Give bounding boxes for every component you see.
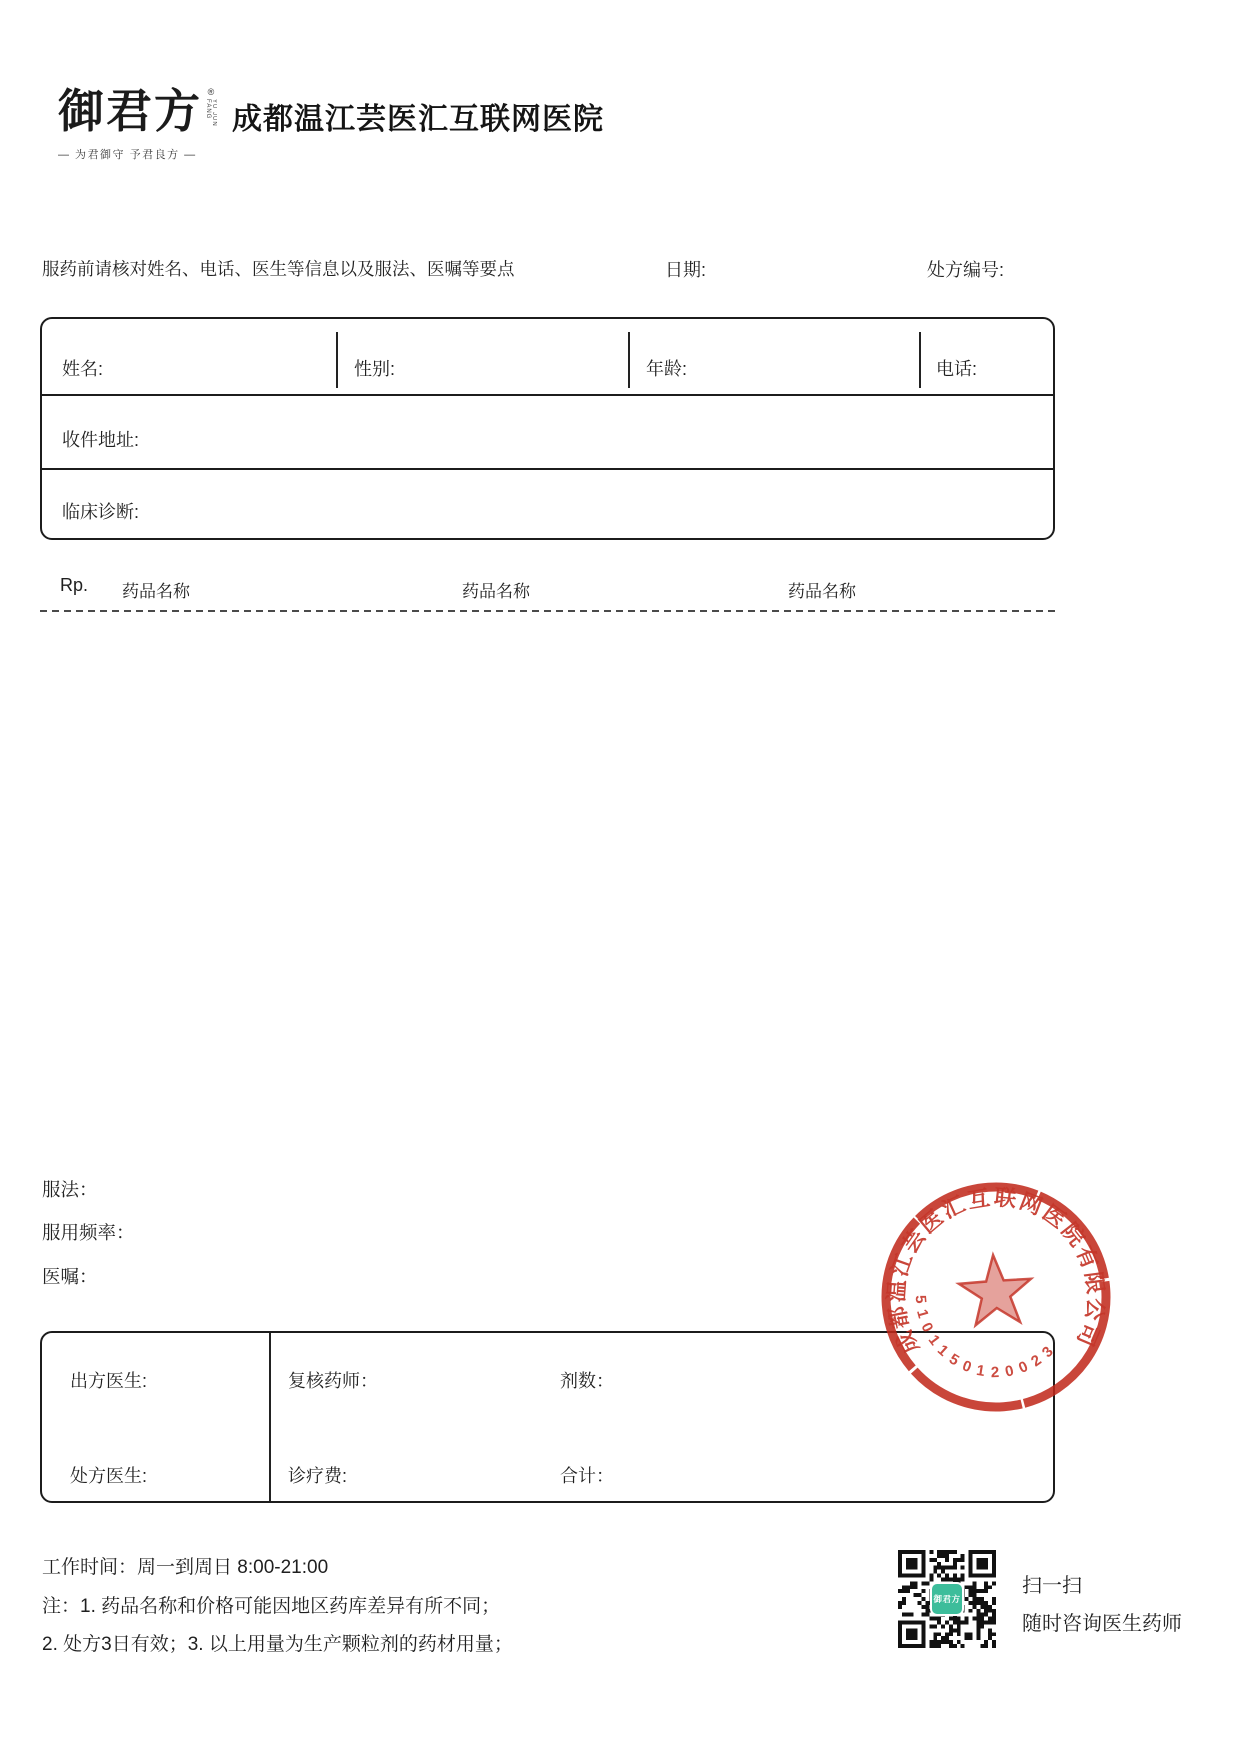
- patient-gender-label: 性别:: [354, 359, 396, 379]
- qr-scan-caption: 扫一扫: [1022, 1575, 1082, 1597]
- drug-name-column-header: 药品名称: [122, 582, 190, 601]
- review-pharmacist-label: 复核药师：: [288, 1371, 378, 1391]
- prescribing-doctor-label: 处方医生:: [70, 1466, 148, 1486]
- registered-trademark-icon: ®: [207, 87, 215, 97]
- drug-name-column-header: 药品名称: [788, 582, 856, 601]
- rp-label: Rp.: [60, 575, 89, 595]
- patient-box-divider: [919, 332, 921, 388]
- patient-name-label: 姓名:: [62, 359, 104, 379]
- stamp-ring-text: 成都温江芸医汇互联网医院有限公司: [883, 1184, 1109, 1358]
- usage-frequency-label: 服用频率：: [42, 1222, 135, 1243]
- consult-fee-label: 诊疗费:: [288, 1466, 348, 1486]
- brand-tagline: — 为君御守 予君良方 —: [58, 148, 197, 161]
- footer-note-2: 2. 处方3日有效；3. 以上用量为生产颗粒剂的药材用量；: [42, 1634, 513, 1655]
- star-icon: [957, 1253, 1034, 1327]
- patient-info-box: [40, 317, 1055, 540]
- prescription-number-label: 处方编号:: [927, 260, 1005, 280]
- patient-phone-label: 电话:: [936, 359, 978, 379]
- patient-box-divider: [628, 332, 630, 388]
- qr-consult-caption: 随时咨询医生药师: [1022, 1613, 1182, 1635]
- hospital-stamp: [865, 1166, 1127, 1428]
- working-hours: 工作时间：周一到周日 8:00-21:00: [42, 1557, 329, 1578]
- patient-box-divider: [336, 332, 338, 388]
- date-label: 日期:: [665, 260, 707, 280]
- shipping-address-label: 收件地址:: [62, 430, 140, 450]
- brand-logo: [58, 86, 223, 162]
- dose-count-label: 剂数：: [560, 1371, 614, 1391]
- usage-method-label: 服法：: [42, 1179, 98, 1200]
- stamp-serial-number: 5101150120023: [911, 1294, 1062, 1382]
- issuing-doctor-label: 出方医生:: [70, 1371, 148, 1391]
- clinical-diagnosis-label: 临床诊断:: [62, 502, 140, 522]
- patient-box-row-separator: [40, 394, 1055, 396]
- medication-check-hint: 服药前请核对姓名、电话、医生等信息以及服法、医嘱等要点: [42, 259, 515, 279]
- patient-box-row-separator: [40, 468, 1055, 470]
- doctor-advice-label: 医嘱：: [42, 1266, 98, 1287]
- brand-logo-pinyin: YU JUN FANG: [205, 99, 217, 127]
- patient-age-label: 年龄:: [646, 359, 688, 379]
- footer-note-1: 注：1. 药品名称和价格可能因地区药库差异有所不同；: [42, 1596, 501, 1617]
- drug-name-column-header: 药品名称: [462, 582, 530, 601]
- brand-logo-text: 御君方: [58, 84, 202, 138]
- rp-dashed-separator: [40, 610, 1055, 612]
- signoff-box-divider: [269, 1333, 271, 1501]
- qr-center-logo: 御君方: [930, 1582, 964, 1616]
- hospital-name: 成都温江芸医汇互联网医院: [232, 103, 604, 136]
- total-label: 合计：: [560, 1466, 614, 1486]
